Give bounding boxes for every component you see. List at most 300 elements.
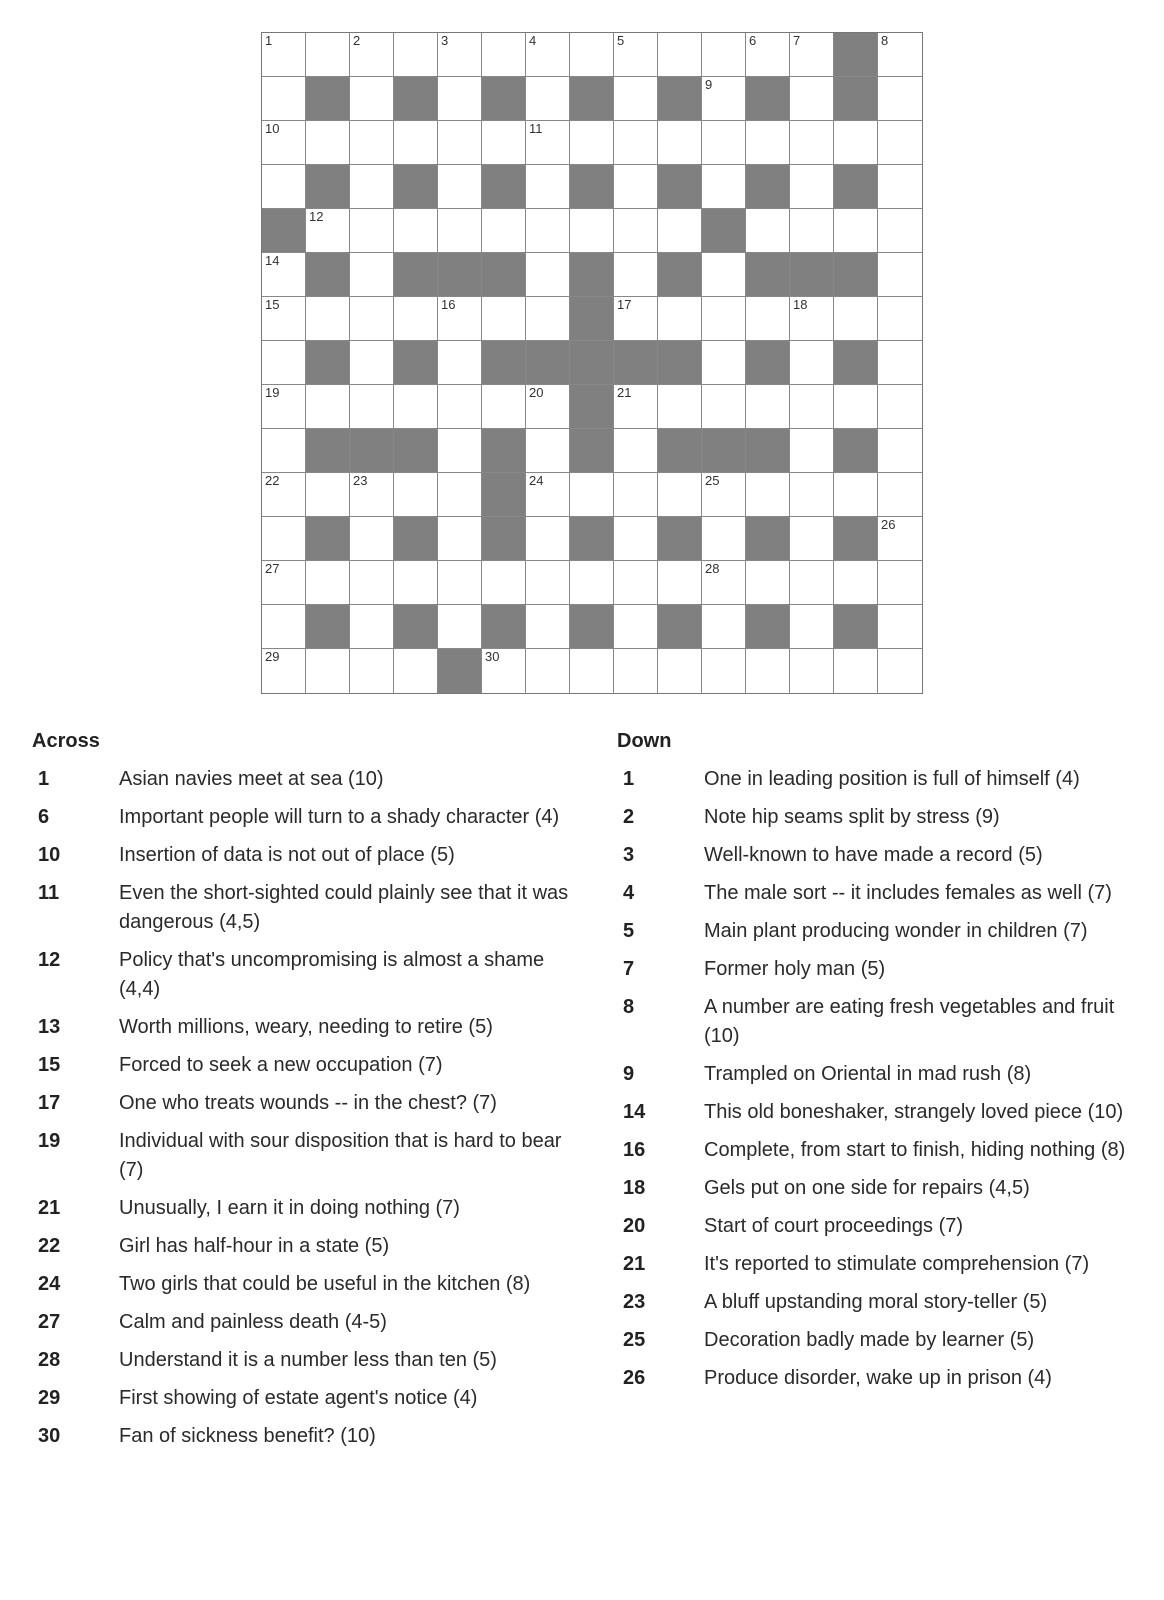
grid-cell[interactable] (790, 517, 834, 561)
black-square (394, 429, 438, 473)
clue-number: 28 (705, 561, 720, 576)
down-clue[interactable] (617, 917, 1147, 946)
clue-text: Decoration badly made by learner (5) (704, 1329, 1035, 1351)
down-clue[interactable] (617, 1250, 1147, 1279)
clue-text: One in leading position is full of himself (4) (704, 768, 1080, 790)
grid-cell[interactable] (306, 297, 350, 341)
grid-cell[interactable] (834, 561, 878, 605)
grid-cell[interactable] (438, 121, 482, 165)
grid-cell[interactable] (306, 473, 350, 517)
grid-cell[interactable] (790, 33, 834, 77)
grid-cell[interactable] (438, 429, 482, 473)
grid-cell[interactable] (482, 297, 526, 341)
grid-cell[interactable] (262, 561, 306, 605)
grid-cell[interactable] (394, 297, 438, 341)
grid-cell[interactable] (614, 253, 658, 297)
black-square (482, 517, 526, 561)
clue-number: 3 (441, 33, 449, 48)
black-square (570, 253, 614, 297)
grid-cell[interactable] (702, 33, 746, 77)
clue-num: 15 (38, 1054, 61, 1076)
grid-cell[interactable] (438, 561, 482, 605)
grid-cell[interactable] (262, 165, 306, 209)
clue-num: 6 (38, 806, 50, 828)
grid-cell[interactable] (350, 561, 394, 605)
grid-cell[interactable] (878, 33, 922, 77)
grid-cell[interactable] (350, 605, 394, 649)
clue-num: 22 (38, 1235, 61, 1257)
grid-cell[interactable] (658, 209, 702, 253)
grid-cell[interactable] (526, 121, 570, 165)
grid-cell[interactable] (702, 77, 746, 121)
clue-num: 13 (38, 1016, 61, 1038)
grid-cell[interactable] (878, 341, 922, 385)
black-square (746, 77, 790, 121)
grid-cell[interactable] (878, 121, 922, 165)
grid-cell[interactable] (262, 385, 306, 429)
grid-cell[interactable] (262, 605, 306, 649)
black-square (306, 429, 350, 473)
grid-cell[interactable] (262, 297, 306, 341)
down-clue-list (617, 765, 1147, 1393)
grid-cell[interactable] (438, 209, 482, 253)
clue-num: 1 (38, 768, 50, 790)
clue-number: 21 (617, 385, 632, 400)
black-square (570, 605, 614, 649)
grid-cell[interactable] (526, 297, 570, 341)
across-clue[interactable] (32, 1308, 572, 1337)
grid-cell[interactable] (702, 649, 746, 693)
black-square (394, 605, 438, 649)
down-clue[interactable] (617, 1212, 1147, 1241)
grid-cell[interactable] (526, 517, 570, 561)
clue-number: 10 (265, 121, 280, 136)
grid-cell[interactable] (262, 77, 306, 121)
grid-cell[interactable] (350, 517, 394, 561)
down-clue[interactable] (617, 841, 1147, 870)
clue-num: 3 (623, 844, 635, 866)
clue-number: 25 (705, 473, 720, 488)
grid-cell[interactable] (614, 429, 658, 473)
grid-cell[interactable] (526, 561, 570, 605)
clue-number: 19 (265, 385, 280, 400)
grid-cell[interactable] (482, 385, 526, 429)
clue-text: Main plant producing wonder in children (7) (704, 920, 1088, 942)
clue-num: 21 (623, 1253, 646, 1275)
clue-number: 4 (529, 33, 537, 48)
grid-cell[interactable] (262, 649, 306, 693)
black-square (702, 209, 746, 253)
black-square (570, 165, 614, 209)
clue-num: 4 (623, 882, 635, 904)
black-square (526, 341, 570, 385)
clue-number: 1 (265, 33, 273, 48)
grid-cell[interactable] (834, 209, 878, 253)
grid-cell[interactable] (702, 561, 746, 605)
grid-cell[interactable] (526, 473, 570, 517)
grid-cell[interactable] (614, 165, 658, 209)
clue-number: 16 (441, 297, 456, 312)
grid-cell[interactable] (790, 385, 834, 429)
down-clue[interactable] (617, 1098, 1147, 1127)
down-clue[interactable] (617, 1364, 1147, 1393)
grid-cell[interactable] (394, 33, 438, 77)
clue-text: Trampled on Oriental in mad rush (8) (704, 1063, 1032, 1085)
grid-cell[interactable] (482, 121, 526, 165)
clue-text: A bluff upstanding moral story-teller (5) (704, 1291, 1048, 1313)
black-square (834, 77, 878, 121)
across-clue[interactable] (32, 1127, 572, 1185)
crossword-grid (261, 32, 923, 694)
grid-cell[interactable] (350, 209, 394, 253)
grid-cell[interactable] (306, 561, 350, 605)
across-clue[interactable] (32, 1422, 572, 1451)
grid-cell[interactable] (350, 341, 394, 385)
across-clue[interactable] (32, 1384, 572, 1413)
clue-text: It's reported to stimulate comprehension (7) (704, 1253, 1090, 1275)
grid-cell[interactable] (702, 297, 746, 341)
clue-text: Start of court proceedings (7) (704, 1215, 964, 1237)
across-clue[interactable] (32, 841, 572, 870)
clue-num: 28 (38, 1349, 61, 1371)
grid-cell[interactable] (746, 209, 790, 253)
grid-cell[interactable] (526, 165, 570, 209)
grid-cell[interactable] (702, 473, 746, 517)
across-clue[interactable] (32, 1051, 572, 1080)
grid-cell[interactable] (614, 605, 658, 649)
clue-text: Produce disorder, wake up in prison (4) (704, 1367, 1052, 1389)
grid-cell[interactable] (746, 297, 790, 341)
grid-cell[interactable] (878, 385, 922, 429)
black-square (834, 517, 878, 561)
clue-number: 8 (881, 33, 889, 48)
grid-cell[interactable] (570, 121, 614, 165)
clue-number: 11 (529, 121, 543, 136)
grid-cell[interactable] (702, 121, 746, 165)
grid-cell[interactable] (790, 121, 834, 165)
down-clue[interactable] (617, 879, 1147, 908)
clue-num: 25 (623, 1329, 646, 1351)
grid-cell[interactable] (350, 385, 394, 429)
down-clue[interactable] (617, 1136, 1147, 1165)
grid-cell[interactable] (614, 297, 658, 341)
down-clue[interactable] (617, 1174, 1147, 1203)
clue-number: 14 (265, 253, 280, 268)
down-clue[interactable] (617, 1060, 1147, 1089)
grid-cell[interactable] (482, 33, 526, 77)
grid-cell[interactable] (790, 341, 834, 385)
clue-text: The male sort -- it includes females as well (7) (704, 882, 1112, 904)
grid-cell[interactable] (658, 561, 702, 605)
grid-cell[interactable] (614, 649, 658, 693)
clue-num: 11 (38, 882, 60, 904)
clue-num: 2 (623, 806, 635, 828)
down-clue[interactable] (617, 765, 1147, 794)
grid-cell[interactable] (306, 209, 350, 253)
grid-cell[interactable] (746, 121, 790, 165)
grid-cell[interactable] (746, 561, 790, 605)
grid-cell[interactable] (878, 77, 922, 121)
grid-cell[interactable] (790, 209, 834, 253)
grid-cell[interactable] (790, 649, 834, 693)
grid-cell[interactable] (350, 77, 394, 121)
grid-cell[interactable] (878, 605, 922, 649)
grid-cell[interactable] (262, 121, 306, 165)
black-square (658, 253, 702, 297)
grid-cell[interactable] (614, 77, 658, 121)
grid-cell[interactable] (878, 165, 922, 209)
grid-cell[interactable] (658, 649, 702, 693)
down-clue[interactable] (617, 955, 1147, 984)
grid-cell[interactable] (790, 77, 834, 121)
grid-cell[interactable] (702, 517, 746, 561)
grid-cell[interactable] (526, 605, 570, 649)
grid-cell[interactable] (350, 121, 394, 165)
grid-cell[interactable] (614, 121, 658, 165)
grid-cell[interactable] (482, 209, 526, 253)
grid-cell[interactable] (262, 517, 306, 561)
down-clues (617, 730, 1147, 1402)
grid-cell[interactable] (350, 473, 394, 517)
grid-cell[interactable] (790, 429, 834, 473)
clue-number: 7 (793, 33, 801, 48)
across-clue[interactable] (32, 1089, 572, 1118)
grid-cell[interactable] (526, 649, 570, 693)
clue-num: 14 (623, 1101, 646, 1123)
grid-cell[interactable] (438, 605, 482, 649)
across-clue[interactable] (32, 1270, 572, 1299)
grid-cell[interactable] (394, 121, 438, 165)
down-heading: Down (617, 730, 672, 752)
grid-cell[interactable] (614, 385, 658, 429)
clue-text: Note hip seams split by stress (9) (704, 806, 1000, 828)
grid-cell[interactable] (350, 165, 394, 209)
down-clue[interactable] (617, 993, 1147, 1051)
grid-cell[interactable] (878, 561, 922, 605)
black-square (262, 209, 306, 253)
grid-cell[interactable] (658, 473, 702, 517)
grid-cell[interactable] (702, 341, 746, 385)
grid-cell[interactable] (262, 341, 306, 385)
grid-cell[interactable] (350, 297, 394, 341)
grid-cell[interactable] (878, 649, 922, 693)
black-square (394, 517, 438, 561)
grid-cell[interactable] (262, 253, 306, 297)
black-square (482, 77, 526, 121)
grid-cell[interactable] (394, 385, 438, 429)
black-square (482, 165, 526, 209)
grid-cell[interactable] (746, 649, 790, 693)
grid-cell[interactable] (790, 561, 834, 605)
grid-cell[interactable] (570, 561, 614, 605)
grid-cell[interactable] (482, 649, 526, 693)
black-square (482, 341, 526, 385)
grid-cell[interactable] (702, 385, 746, 429)
grid-cell[interactable] (350, 33, 394, 77)
black-square (394, 77, 438, 121)
clue-num: 18 (623, 1177, 646, 1199)
grid-cell[interactable] (702, 605, 746, 649)
clue-text: One who treats wounds -- in the chest? (7) (119, 1092, 497, 1114)
clue-text: Complete, from start to finish, hiding nothing (8) (704, 1139, 1126, 1161)
clue-number: 29 (265, 649, 280, 664)
black-square (394, 341, 438, 385)
clue-number: 20 (529, 385, 544, 400)
clue-text: Understand it is a number less than ten (5) (119, 1349, 497, 1371)
black-square (570, 517, 614, 561)
grid-cell[interactable] (746, 473, 790, 517)
across-clue[interactable] (32, 1232, 572, 1261)
across-clue[interactable] (32, 946, 572, 1004)
black-square (306, 165, 350, 209)
black-square (438, 649, 482, 693)
clue-number: 9 (705, 77, 713, 92)
grid-cell[interactable] (790, 605, 834, 649)
grid-cell[interactable] (614, 517, 658, 561)
down-clue[interactable] (617, 1288, 1147, 1317)
grid-cell[interactable] (394, 561, 438, 605)
clue-text: Former holy man (5) (704, 958, 886, 980)
black-square (570, 385, 614, 429)
black-square (790, 253, 834, 297)
clue-num: 10 (38, 844, 61, 866)
grid-cell[interactable] (614, 209, 658, 253)
black-square (746, 253, 790, 297)
grid-cell[interactable] (658, 121, 702, 165)
grid-cell[interactable] (570, 649, 614, 693)
clue-num: 7 (623, 958, 635, 980)
across-clue[interactable] (32, 879, 572, 937)
grid-cell[interactable] (526, 209, 570, 253)
grid-cell[interactable] (438, 341, 482, 385)
black-square (834, 33, 878, 77)
grid-cell[interactable] (306, 649, 350, 693)
grid-cell[interactable] (570, 33, 614, 77)
grid-cell[interactable] (790, 165, 834, 209)
clue-number: 26 (881, 517, 896, 532)
grid-cell[interactable] (658, 385, 702, 429)
grid-cell[interactable] (614, 33, 658, 77)
clue-text: Forced to seek a new occupation (7) (119, 1054, 443, 1076)
grid-cell[interactable] (394, 649, 438, 693)
grid-cell[interactable] (834, 385, 878, 429)
grid-cell[interactable] (878, 253, 922, 297)
grid-cell[interactable] (526, 385, 570, 429)
down-clue[interactable] (617, 1326, 1147, 1355)
down-clue[interactable] (617, 803, 1147, 832)
grid-cell[interactable] (350, 649, 394, 693)
black-square (658, 605, 702, 649)
grid-cell[interactable] (570, 473, 614, 517)
grid-cell[interactable] (482, 561, 526, 605)
clue-text: Two girls that could be useful in the kitchen (8) (119, 1273, 531, 1295)
grid-cell[interactable] (658, 297, 702, 341)
grid-cell[interactable] (834, 121, 878, 165)
grid-cell[interactable] (702, 165, 746, 209)
grid-cell[interactable] (834, 649, 878, 693)
black-square (614, 341, 658, 385)
grid-cell[interactable] (306, 33, 350, 77)
clue-num: 23 (623, 1291, 646, 1313)
black-square (306, 253, 350, 297)
grid-cell[interactable] (262, 473, 306, 517)
grid-cell[interactable] (790, 297, 834, 341)
black-square (570, 77, 614, 121)
grid-cell[interactable] (438, 517, 482, 561)
clue-number: 17 (617, 297, 632, 312)
clue-text: Unusually, I earn it in doing nothing (7) (119, 1197, 460, 1219)
clue-number: 6 (749, 33, 757, 48)
grid-cell[interactable] (746, 33, 790, 77)
grid-cell[interactable] (438, 77, 482, 121)
clue-num: 21 (38, 1197, 61, 1219)
grid-cell[interactable] (790, 473, 834, 517)
black-square (658, 77, 702, 121)
across-clue[interactable] (32, 1194, 572, 1223)
grid-cell[interactable] (262, 429, 306, 473)
across-clue[interactable] (32, 765, 572, 794)
grid-cell[interactable] (658, 33, 702, 77)
grid-cell[interactable] (834, 473, 878, 517)
grid-cell[interactable] (394, 209, 438, 253)
grid-cell[interactable] (878, 209, 922, 253)
clue-text: Girl has half-hour in a state (5) (119, 1235, 390, 1257)
grid-cell[interactable] (438, 33, 482, 77)
grid-cell[interactable] (746, 385, 790, 429)
grid-cell[interactable] (438, 165, 482, 209)
grid-cell[interactable] (614, 561, 658, 605)
clue-text: Worth millions, weary, needing to retire (5) (119, 1016, 493, 1038)
clue-num: 20 (623, 1215, 646, 1237)
grid-cell[interactable] (878, 517, 922, 561)
across-clues (32, 730, 572, 1460)
grid-cell[interactable] (306, 121, 350, 165)
grid-cell[interactable] (614, 473, 658, 517)
grid-cell[interactable] (526, 253, 570, 297)
black-square (658, 429, 702, 473)
grid-cell[interactable] (702, 253, 746, 297)
across-clue[interactable] (32, 803, 572, 832)
grid-cell[interactable] (570, 209, 614, 253)
grid-cell[interactable] (834, 297, 878, 341)
black-square (658, 517, 702, 561)
grid-cell[interactable] (438, 385, 482, 429)
grid-cell[interactable] (526, 77, 570, 121)
black-square (482, 473, 526, 517)
black-square (834, 165, 878, 209)
grid-cell[interactable] (438, 297, 482, 341)
across-clue[interactable] (32, 1013, 572, 1042)
grid-cell[interactable] (306, 385, 350, 429)
grid-cell[interactable] (878, 429, 922, 473)
clue-text: Individual with sour disposition that is hard to bear (7) (119, 1130, 562, 1181)
grid-cell[interactable] (394, 473, 438, 517)
grid-cell[interactable] (526, 33, 570, 77)
across-clue[interactable] (32, 1346, 572, 1375)
grid-cell[interactable] (438, 473, 482, 517)
grid-cell[interactable] (262, 33, 306, 77)
grid-cell[interactable] (526, 429, 570, 473)
grid-cell[interactable] (350, 253, 394, 297)
grid-cell[interactable] (878, 297, 922, 341)
clue-number: 24 (529, 473, 544, 488)
across-heading: Across (32, 730, 100, 752)
black-square (570, 297, 614, 341)
clue-num: 29 (38, 1387, 61, 1409)
grid-cell[interactable] (878, 473, 922, 517)
clue-num: 9 (623, 1063, 635, 1085)
black-square (570, 429, 614, 473)
